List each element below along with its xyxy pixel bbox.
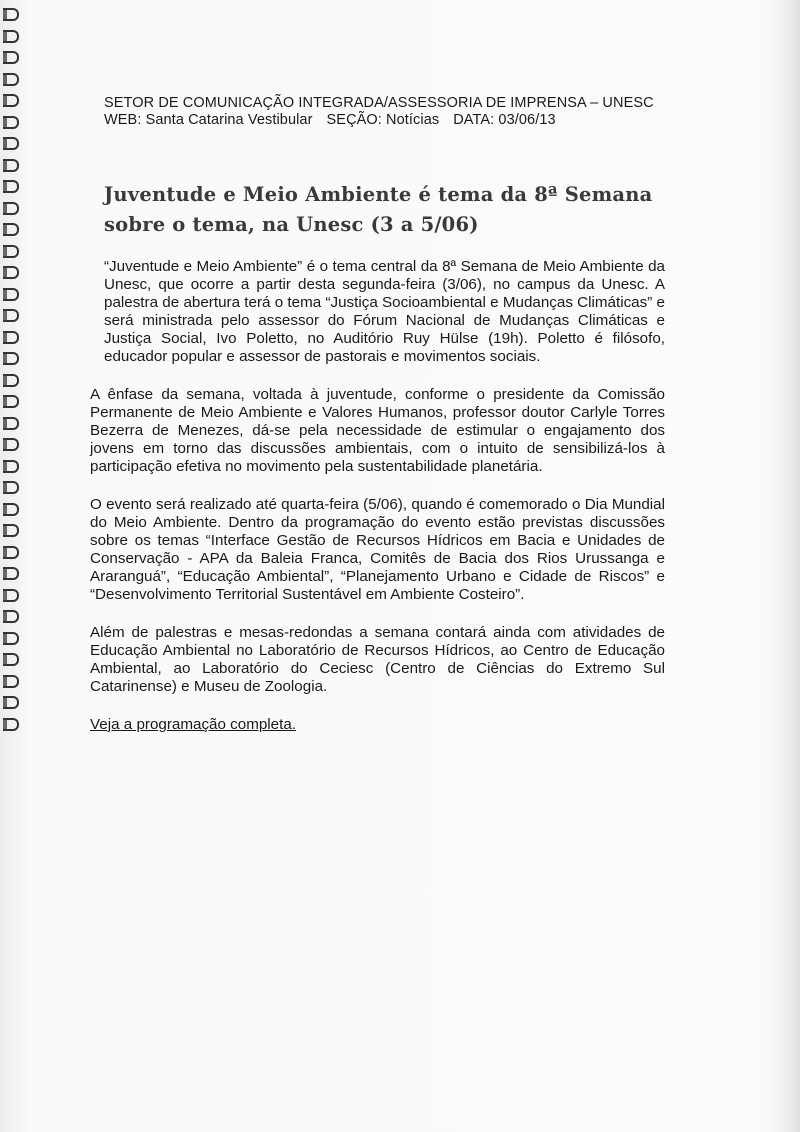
binding-ring (3, 374, 19, 387)
binding-ring (3, 266, 19, 279)
binding-ring (3, 503, 19, 516)
binding-ring (3, 94, 19, 107)
paragraph-3: O evento será realizado até quarta-feira (5/06), quando é comemorado o Dia Mundial do Meio Ambiente. Dentro da programação do evento estão previstas discussões sobre os temas “Interface Gestão de Recursos Hídricos em Bacia e Unidades de Conservação - APA da Baleia Franca, Comitês de Bacia dos Rios Urussanga e Araranguá”, “Educação Ambiental”, “Planejamento Urbano e Cidade de Riscos” e “Desenvolvimento Territorial Sustentável em Ambiente Costeiro”. (90, 496, 665, 603)
spiral-binding (0, 0, 26, 1132)
binding-ring (3, 696, 19, 709)
binding-ring (3, 202, 19, 215)
page-edge-shadow (780, 0, 800, 1132)
binding-ring (3, 30, 19, 43)
header-meta (104, 112, 664, 129)
binding-ring (3, 395, 19, 408)
binding-ring (3, 675, 19, 688)
binding-ring (3, 610, 19, 623)
binding-ring (3, 481, 19, 494)
paragraph-1: “Juventude e Meio Ambiente” é o tema central da 8ª Semana de Meio Ambiente da Unesc, que ocorre a partir desta segunda-feira (3/06), no campus da Unesc. A palestra de abertura terá o tema “Justiça Socioambiental e Mudanças Climáticas” e será ministrada pelo assessor do Fórum Nacional de Mudanças Climáticas e Justiça Social, Ivo Poletto, no Auditório Ruy Hülse (19h). Poletto é filósofo, educador popular e assessor de pastorais e movimentos sociais. (104, 258, 665, 365)
binding-ring (3, 546, 19, 559)
header-section: SEÇÃO: Notícias (326, 112, 440, 128)
binding-ring (3, 159, 19, 172)
header-web: WEB: Santa Catarina Vestibular (104, 112, 313, 128)
binding-ring (3, 309, 19, 322)
binding-ring (3, 718, 19, 731)
binding-ring (3, 73, 19, 86)
paragraph-2: A ênfase da semana, voltada à juventude, conforme o presidente da Comissão Permanente de Meio Ambiente e Valores Humanos, professor doutor Carlyle Torres Bezerra de Menezes, dá-se pela necessidade de estimular o engajamento dos jovens em torno das discussões ambientais, com o intuito de sensibilizá-los à participação efetiva no movimento pela sustentabilidade planetária. (90, 386, 665, 475)
press-office-header (104, 95, 664, 129)
binding-ring (3, 352, 19, 365)
binding-ring (3, 331, 19, 344)
binding-ring (3, 116, 19, 129)
binding-ring (3, 460, 19, 473)
binding-ring (3, 223, 19, 236)
article-body (90, 258, 665, 734)
binding-ring (3, 589, 19, 602)
binding-ring (3, 417, 19, 430)
binding-ring (3, 8, 19, 21)
article-title: Juventude e Meio Ambiente é tema da 8ª Semana sobre o tema, na Unesc (3 a 5/06) (104, 183, 653, 236)
binding-ring (3, 245, 19, 258)
header-department: SETOR DE COMUNICAÇÃO INTEGRADA/ASSESSORIA DE IMPRENSA – UNESC (104, 95, 654, 111)
paragraph-4: Além de palestras e mesas-redondas a semana contará ainda com atividades de Educação Ambiental no Laboratório de Recursos Hídricos, ao Centro de Educação Ambiental, ao Laboratório do Ceciesc (Centro de Ciências do Extremo Sul Catarinense) e Museu de Zoologia. (90, 624, 665, 695)
binding-ring (3, 137, 19, 150)
binding-ring (3, 288, 19, 301)
binding-ring (3, 567, 19, 580)
binding-ring (3, 438, 19, 451)
binding-ring (3, 180, 19, 193)
full-program-link[interactable]: Veja a programação completa. (90, 716, 296, 733)
binding-ring (3, 632, 19, 645)
binding-ring (3, 653, 19, 666)
header-date: DATA: 03/06/13 (453, 112, 556, 128)
binding-ring (3, 524, 19, 537)
binding-ring (3, 51, 19, 64)
